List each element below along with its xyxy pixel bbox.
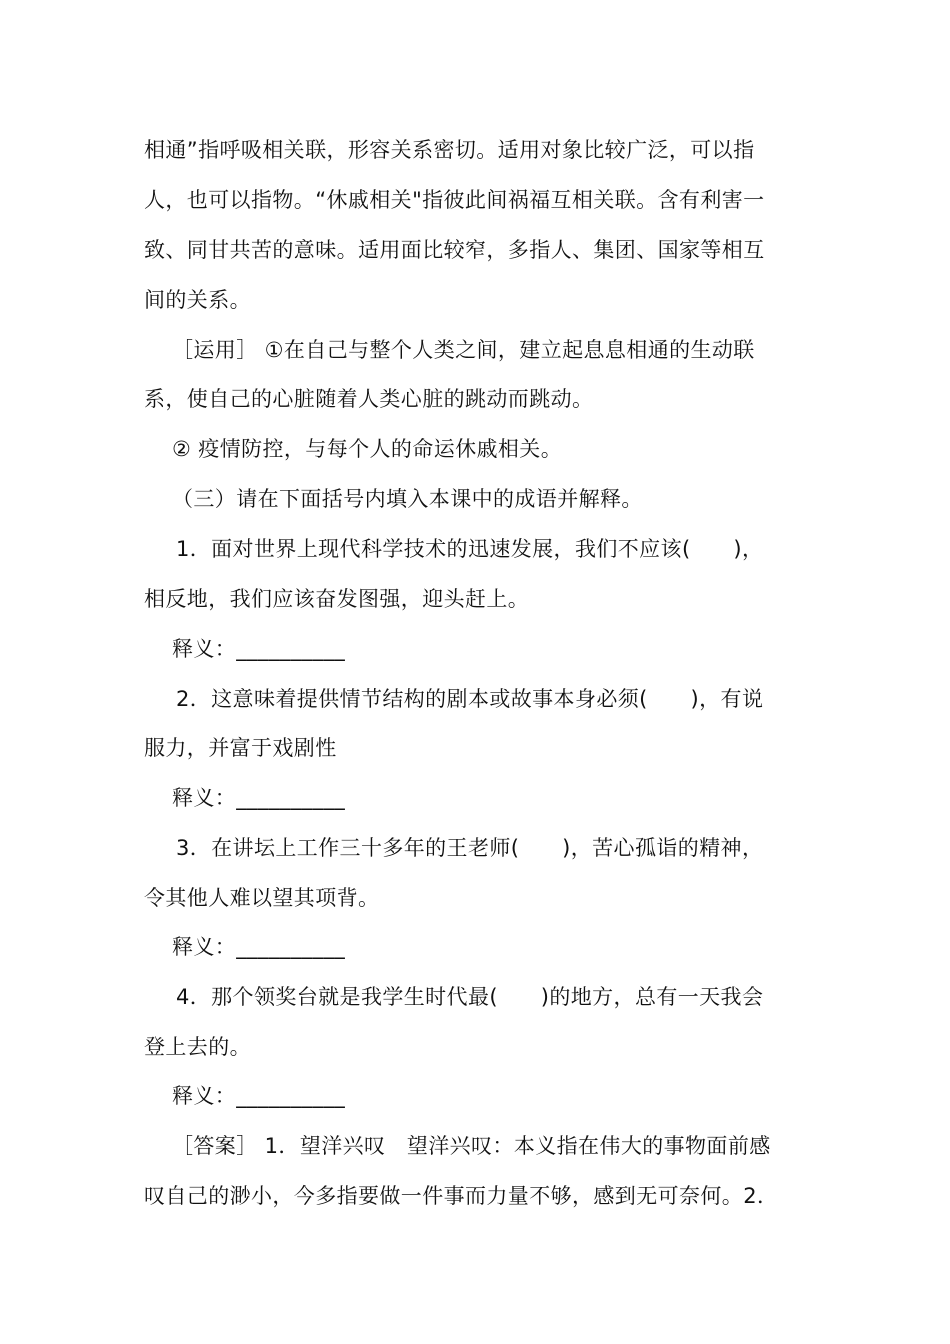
usage-heading-line: ［运用］ ①在自己与整个人类之间，建立起息息相通的生动联 bbox=[172, 338, 755, 362]
question-line: 服力，并富于戏剧性 bbox=[144, 736, 337, 760]
paragraph-line: 间的关系。 bbox=[144, 288, 251, 312]
definition-blank: 释义：__________ bbox=[172, 935, 346, 959]
question-line: 登上去的。 bbox=[144, 1035, 251, 1059]
definition-blank: 释义：__________ bbox=[172, 786, 346, 810]
paragraph-line: 致、同甘共苦的意味。适用面比较窄，多指人、集团、国家等相互 bbox=[144, 238, 765, 262]
paragraph-line: 人，也可以指物。“休戚相关"指彼此间祸福互相关联。含有利害一 bbox=[144, 188, 765, 212]
question-line: 1．面对世界上现代科学技术的迅速发展，我们不应该( )， bbox=[176, 537, 764, 561]
section-heading: （三）请在下面括号内填入本课中的成语并解释。 bbox=[172, 487, 643, 511]
question-line: 相反地，我们应该奋发图强，迎头赶上。 bbox=[144, 587, 530, 611]
answer-line: 叹自己的渺小，今多指要做一件事而力量不够，感到无可奈何。2． bbox=[144, 1184, 779, 1208]
question-line: 令其他人难以望其项背。 bbox=[144, 886, 380, 910]
question-line: 2．这意味着提供情节结构的剧本或故事本身必须( )，有说 bbox=[176, 687, 764, 711]
answer-line: ［答案］ 1．望洋兴叹 望洋兴叹：本义指在伟大的事物面前感 bbox=[172, 1134, 771, 1158]
definition-blank: 释义：__________ bbox=[172, 637, 346, 661]
example-line: ② 疫情防控，与每个人的命运休戚相关。 bbox=[172, 437, 563, 461]
paragraph-line: 相通”指呼吸相关联，形容关系密切。适用对象比较广泛，可以指 bbox=[144, 138, 755, 162]
definition-blank: 释义：__________ bbox=[172, 1084, 346, 1108]
question-line: 3．在讲坛上工作三十多年的王老师( )，苦心孤诣的精神， bbox=[176, 836, 764, 860]
paragraph-line: 系，使自己的心脏随着人类心脏的跳动而跳动。 bbox=[144, 387, 594, 411]
question-line: 4．那个领奖台就是我学生时代最( )的地方，总有一天我会 bbox=[176, 985, 764, 1009]
